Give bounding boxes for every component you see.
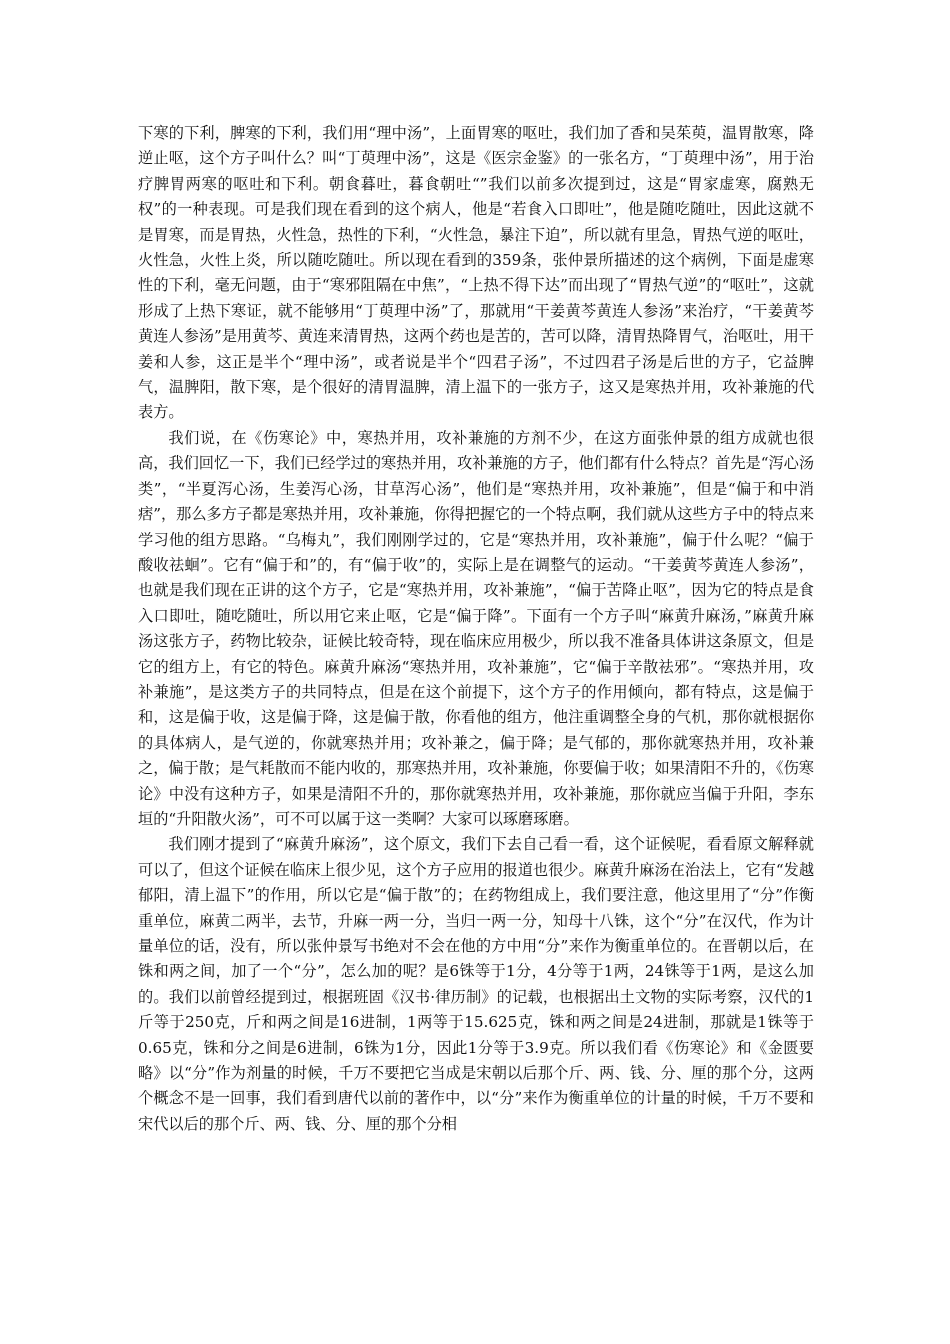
paragraph-2: 我们说，在《伤寒论》中，寒热并用，攻补兼施的方剂不少，在这方面张仲景的组方成就也很高，我们回忆一下，我们已经学过的寒热并用，攻补兼施的方子，他们都有什么特点？首先是“泻心汤类”，“半夏泻心汤，生姜泻心汤，甘草泻心汤”，他们是“寒热并用，攻补兼施”，但是“偏于和中消痞”，那么多方子都是寒热并用，攻补兼施，你得把握它的一个特点啊，我们就从这些方子中的特点来学习他的组方思路。“乌梅丸”，我们刚刚学过的，它是“寒热并用，攻补兼施”，偏于什么呢？“偏于酸收祛蛔”。它有“偏于和”的，有“偏于收”的，实际上是在调整气的运动。“干姜黄芩黄连人参汤”，也就是我们现在正讲的这个方子，它是“寒热并用，攻补兼施”，“偏于苦降止呕”，因为它的特点是食入口即吐，随吃随吐，所以用它来止呕，它是“偏于降”。下面有一个方子叫“麻黄升麻汤，”麻黄升麻汤这张方子，药物比较杂，证候比较奇特，现在临床应用极少，所以我不准备具体讲这条原文，但是它的组方上，有它的特色。麻黄升麻汤“寒热并用，攻补兼施”，它“偏于辛散祛邪”。“寒热并用，攻补兼施”，是这类方子的共同特点，但是在这个前提下，这个方子的作用倾向，都有特点，这是偏于和，这是偏于收，这是偏于降，这是偏于散，你看他的组方，他注重调整全身的气机，那你就根据你的具体病人，是气逆的，你就寒热并用；攻补兼之，偏于降；是气郁的，那你就寒热并用，攻补兼之，偏于散；是气耗散而不能内收的，那寒热并用，攻补兼施，你要偏于收；如果清阳不升的，《伤寒论》中没有这种方子，如果是清阳不升的，那你就寒热并用，攻补兼施，那你就应当偏于升阳，李东垣的“升阳散火汤”，可不可以属于这一类啊？大家可以琢磨琢磨。 [138, 428, 815, 828]
paragraph-3: 我们刚才提到了“麻黄升麻汤”，这个原文，我们下去自己看一看，这个证候呢，看看原文解释就可以了，但这个证候在临床上很少见，这个方子应用的报道也很少。麻黄升麻汤在治法上，它有“发越郁阳，清上温下”的作用，所以它是“偏于散”的；在药物组成上，我们要注意，他这里用了“分”作衡重单位，麻黄二两半，去节，升麻一两一分，当归一两一分，知母十八铢，这个“分”在汉代，作为计量单位的话，没有，所以张仲景写书绝对不会在他的方中用“分”来作为衡重单位的。在晋朝以后，在铢和两之间，加了一个“分”，怎么加的呢？是6铢等于1分，4分等于1两，24铢等于1两，是这么加的。我们以前曾经提到过，根据班固《汉书·律历制》的记载，也根据出土文物的实际考察，汉代的1斤等于250克，斤和两之间是16进制，1两等于15.625克，铢和两之间是24进制，那就是1铢等于0.65克，铢和分之间是6进制，6铢为1分，因此1分等于3.9克。所以我们看《伤寒论》和《金匮要略》以“分”作为剂量的时候，千万不要把它当成是宋朝以后那个斤、两、钱、分、厘的那个分，这两个概念不是一回事，我们看到唐代以前的著作中，以“分”来作为衡重单位的计量的时候，千万不要和宋代以后的那个斤、两、钱、分、厘的那个分相 [138, 835, 815, 1133]
document-page [138, 121, 814, 1137]
paragraph-1: 下寒的下利，脾寒的下利，我们用“理中汤”，上面胃寒的呕吐，我们加了香和吴茱萸，温胃散寒，降逆止呕，这个方子叫什么？叫“丁萸理中汤”，这是《医宗金鉴》的一张名方，“丁萸理中汤”，用于治疗脾胃两寒的呕吐和下利。朝食暮吐，暮食朝吐“”我们以前多次提到过，这是“胃家虚寒，腐熟无权”的一种表现。可是我们现在看到的这个病人，他是“若食入口即吐”，他是随吃随吐，因此这就不是胃寒，而是胃热，火性急，热性的下利，“火性急，暴注下迫”，所以就有里急，胃热气逆的呕吐，火性急，火性上炎，所以随吃随吐。所以现在看到的359条，张仲景所描述的这个病例，下面是虚寒性的下利，毫无问题，由于“寒邪阻隔在中焦”，“上热不得下达”而出现了“胃热气逆”的“呕吐”，这就形成了上热下寒证，就不能够用“丁萸理中汤”了，那就用“干姜黄芩黄连人参汤”来治疗，“干姜黄芩黄连人参汤”是用黄芩、黄连来清胃热，这两个药也是苦的，苦可以降，清胃热降胃气，治呕吐，用干姜和人参，这正是半个“理中汤”，或者说是半个“四君子汤”，不过四君子汤是后世的方子，它益脾气，温脾阳，散下寒，是个很好的清胃温脾，清上温下的一张方子，这又是寒热并用，攻补兼施的代表方。 [138, 124, 815, 422]
